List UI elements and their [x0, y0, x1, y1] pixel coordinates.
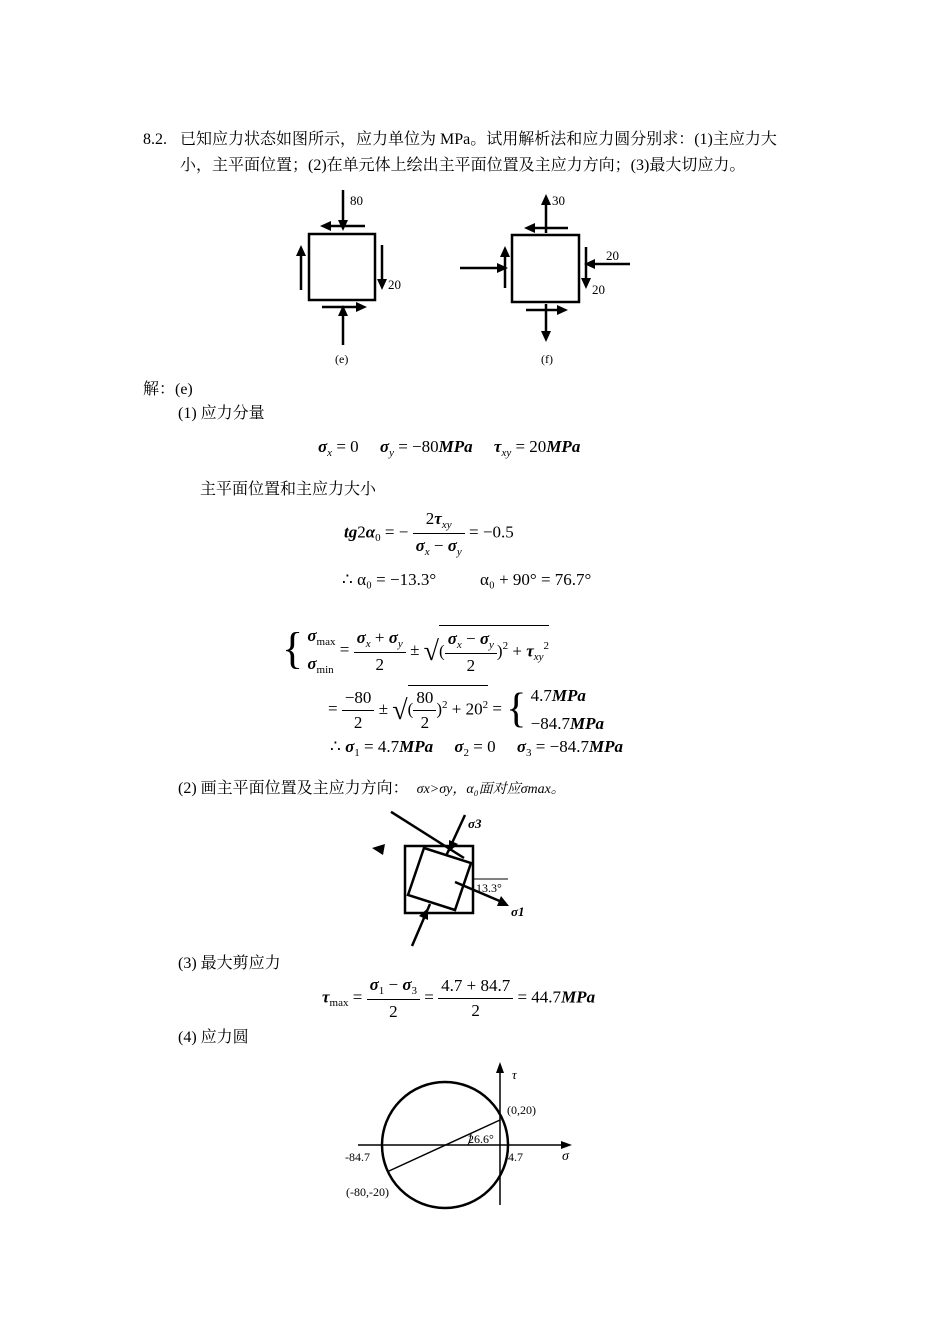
- left-value-label: -84.7: [345, 1150, 370, 1164]
- point-a-label: (0,20): [507, 1103, 536, 1117]
- fig-f-right-label: 20: [606, 248, 619, 263]
- fig-e-side-label: 20: [388, 277, 401, 292]
- step1-heading: (1) 应力分量: [178, 405, 265, 422]
- sigma1-label: σ1: [511, 904, 525, 919]
- sigma-results: ∴ $\sigma_1 = 4.7MPa$ $\sigma_2 = 0$ $\sigma_3 = -84.7MPa$: [330, 737, 623, 759]
- stress-components-eq: $\sigma_x = 0$ $\sigma_y = -80MPa$ $\tau_{xy} = 20MPa$: [318, 437, 581, 459]
- problem-number: 8.2.: [143, 131, 167, 148]
- principal-formula: { $\sigma_{max}$ $\sigma_{min}$ = $\frac{\sigma_x + \sigma_y}{2}$ ± √( $\frac{\sigma_x - \sigma_y}{2}$ )$^2 + \tau_{xy}^2$: [282, 624, 549, 677]
- problem-line-1: 已知应力状态如图所示，应力单位为 MPa。试用解析法和应力圆分别求：(1)主应力大: [180, 131, 777, 148]
- right-value-label: 4.7: [508, 1150, 523, 1164]
- step4-heading: (4) 应力圆: [178, 1029, 249, 1046]
- tg-equation: $tg2\alpha_0$ = − $\frac{2\tau_{xy}}{\sigma_x - \sigma_y}$ = −0.5: [344, 509, 514, 558]
- alpha90-result: α₀ + 90° = 76.7°: [480, 570, 592, 589]
- step2-heading: (2) 画主平面位置及主应力方向： σx>σy，α₀面对应σmax。: [178, 780, 565, 797]
- angle-26-label: 26.6°: [468, 1132, 494, 1146]
- tau-axis-label: τ: [512, 1067, 517, 1082]
- fig-e-caption: (e): [335, 352, 349, 366]
- fig-f-shear-label: 20: [592, 282, 605, 297]
- step3-heading: (3) 最大剪应力: [178, 955, 281, 972]
- tau-max-equation: $\tau_{max}$ = $\frac{\sigma_1 - \sigma_3}{2}$ = $\frac{4.7 + 84.7}{2}$ = 44.7MPa: [322, 975, 596, 1021]
- alpha0-result: ∴ α₀ = −13.3°: [342, 570, 437, 589]
- principal-substitution: = $\frac{-80}{2}$ ± √( $\frac{80}{2}$ )$^2 + 20^2$ = { 4.7MPa −84.7MPa: [328, 686, 604, 734]
- problem-line-2: 小，主平面位置；(2)在单元体上绘出主平面位置及主应力方向；(3)最大切应力。: [180, 157, 746, 174]
- fig-f-caption: (f): [541, 352, 553, 366]
- angle-13-label: 13.3°: [476, 881, 502, 895]
- fig-f-top-label: 30: [552, 193, 565, 208]
- sigma-axis-label: σ: [562, 1149, 569, 1164]
- point-b-label: (-80,-20): [346, 1185, 389, 1199]
- principal-heading: 主平面位置和主应力大小: [200, 481, 377, 498]
- solution-intro: 解：(e): [143, 381, 193, 398]
- fig-e-top-label: 80: [350, 193, 363, 208]
- sigma3-label: σ3: [468, 816, 482, 831]
